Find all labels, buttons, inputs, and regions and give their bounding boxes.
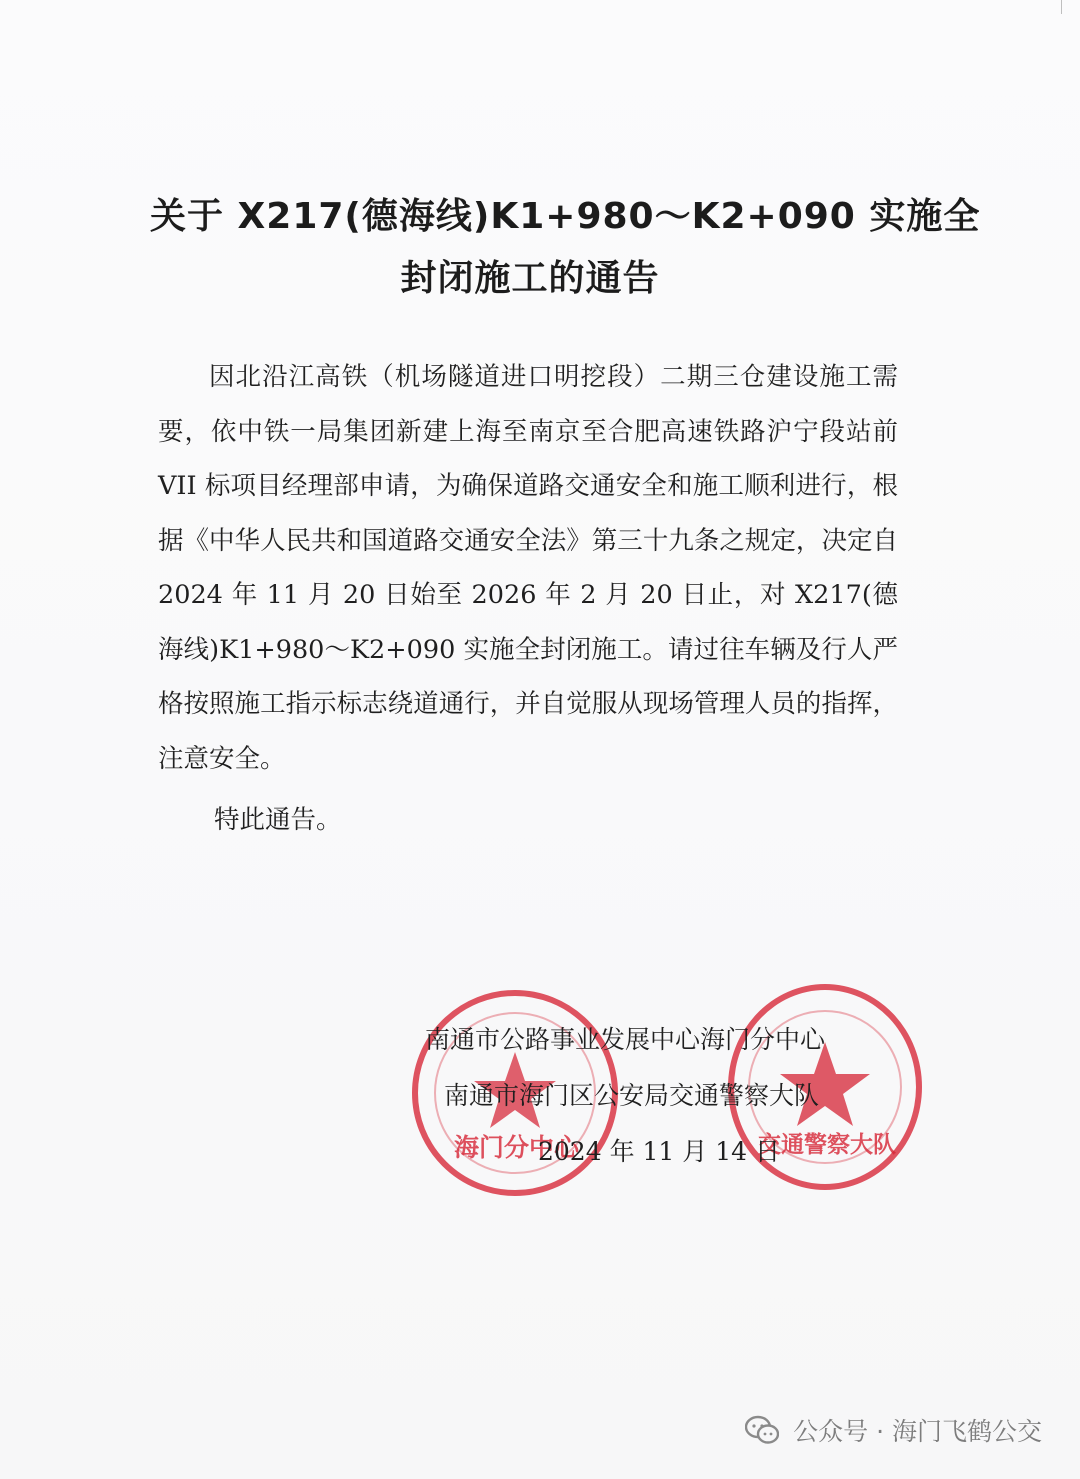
signature-org-highway-center: 南通市公路事业发展中心海门分中心 (425, 1025, 826, 1054)
notice-paragraph: 因北沿江高铁（机场隧道进口明挖段）二期三仓建设施工需要，依中铁一局集团新建上海至南京至合肥高速铁路沪宁段站前 VII 标项目经理部申请，为确保道路交通安全和施工顺利进行，根据《中华人民共和国道路交通安全法》第三十九条之规定，决定自 2024 年 11 月 20 日始至 2026 年 2 月 20 日止，对 X217(德海线)K1+980～K2+090 实施全封闭施工。请过往车辆及行人严格按照施工指示标志绕道通行，并自觉服从现场管理人员的指挥，注意安全。 (158, 362, 898, 774)
notice-title-line-1: 关于 X217(德海线)K1+980～K2+090 实施全 (150, 196, 981, 237)
watermark-text: 公众号 · 海门飞鹤公交 (793, 1417, 1042, 1446)
notice-closing: 特此通告。 (214, 805, 342, 835)
notice-title-line-2: 封闭施工的通告 (400, 258, 660, 299)
wechat-icon (745, 1415, 779, 1445)
notice-title (150, 186, 981, 310)
scan-edge-mark (1061, 0, 1062, 14)
seal-label: 海门分中心 (454, 1133, 580, 1162)
notice-body (158, 350, 898, 786)
wechat-watermark (745, 1412, 1042, 1448)
signature-org-traffic-police: 南通市海门区公安局交通警察大队 (444, 1081, 820, 1110)
signature-date: 2024 年 11 月 14 日 (538, 1137, 780, 1166)
seal-label: 交通警察大队 (758, 1132, 896, 1158)
